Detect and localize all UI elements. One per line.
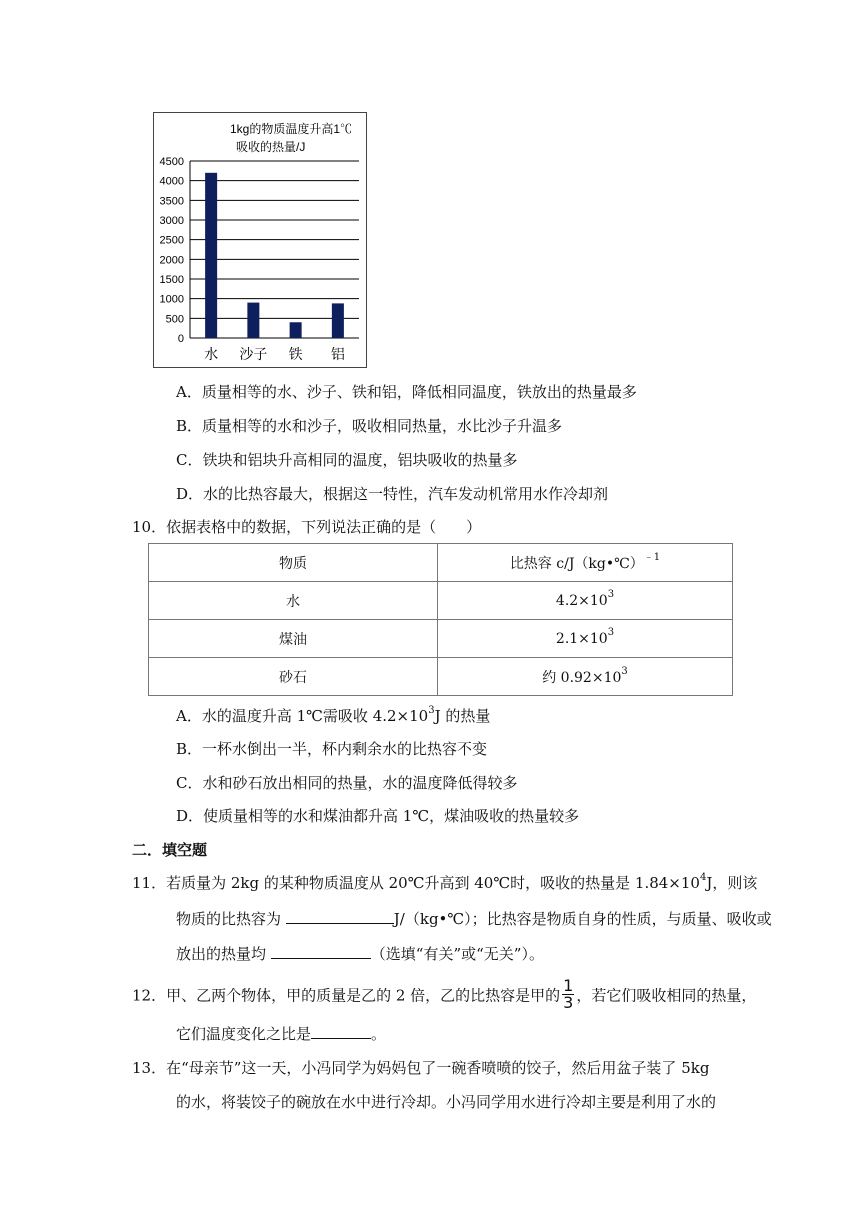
specific-heat-chart (153, 112, 367, 368)
specific-heat-table (148, 543, 733, 696)
table-cell-name: 砂石 (149, 658, 438, 696)
y-tick-label: 4500 (159, 156, 184, 168)
header-capacity-exp: ﹣1 (643, 551, 661, 563)
q10-stem: 10．依据表格中的数据，下列说法正确的是（ ） (132, 518, 482, 536)
answer-blank[interactable] (286, 908, 394, 924)
table-header-row (149, 544, 733, 582)
y-tick-label: 4000 (159, 175, 184, 188)
value-exp: 3 (607, 588, 615, 600)
q12-text-1: 12．甲、乙两个物体，甲的质量是乙的 2 倍，乙的比热容是甲的 (132, 986, 561, 1005)
q10-option-a (176, 706, 490, 726)
q10-option-a-text: A．水的温度升高 1℃需吸收 4.2×10 (176, 707, 429, 725)
q12-line-1 (132, 976, 757, 1013)
q9-option-d: D．水的比热容最大，根据这一特性，汽车发动机常用水作冷却剂 (176, 485, 609, 503)
chart-title: 1kg的物质温度升高1℃ (230, 122, 353, 136)
table-cell-value (438, 620, 733, 658)
table-cell-name: 水 (149, 582, 438, 620)
y-tick-label: 1500 (159, 274, 184, 286)
q12-line-2 (176, 1023, 386, 1044)
y-tick-label: 2500 (159, 234, 184, 247)
value-exp: 3 (621, 665, 628, 677)
table-header-capacity (438, 544, 733, 582)
q9-option-b: B．质量相等的水和沙子，吸收相同热量，水比沙子升温多 (176, 417, 563, 435)
q12-text-2b: 。 (371, 1025, 387, 1043)
y-tick-label: 3000 (159, 215, 184, 227)
chart-ylabel: 吸收的热量/J (236, 140, 306, 154)
fraction-denominator: 3 (563, 993, 574, 1012)
x-tick-label: 铁 (288, 347, 303, 363)
q11-text-3b: （选填“有关”或“无关”）。 (370, 945, 544, 963)
q11-text-3: 放出的热量均 (176, 945, 267, 963)
q10-option-a-tail: J 的热量 (434, 707, 491, 725)
value-text: 约 0.92×10 (542, 669, 622, 686)
header-capacity-text: 比热容 c/J（kg•℃） (509, 555, 644, 572)
value-text: 2.1×10 (555, 630, 608, 647)
q10-option-b: B．一杯水倒出一半，杯内剩余水的比热容不变 (176, 740, 488, 758)
q11-text-1b: J，则该 (706, 874, 758, 892)
bar-1 (247, 303, 259, 338)
y-tick-label: 3500 (159, 195, 184, 208)
q11-text-1: 11．若质量为 2kg 的某种物质温度从 20℃升高到 40℃时，吸收的热量是 1.84×10 (132, 874, 700, 892)
answer-blank[interactable] (271, 943, 371, 959)
answer-blank[interactable] (311, 1023, 371, 1039)
q10-option-a-exp: 3 (428, 705, 435, 716)
y-tick-label: 0 (177, 333, 184, 345)
y-tick-label: 500 (165, 313, 184, 326)
y-tick-label: 1000 (159, 293, 184, 306)
q11-exp: 4 (699, 872, 707, 883)
q12-text-2: 它们温度变化之比是 (176, 1025, 312, 1043)
q9-option-c: C．铁块和铝块升高相同的温度，铝块吸收的热量多 (176, 451, 518, 469)
q11-line-1 (132, 873, 757, 893)
table-row (149, 582, 733, 620)
q10-option-d: D．使质量相等的水和煤油都升高 1℃，煤油吸收的热量较多 (176, 807, 580, 825)
fraction-one-third (562, 978, 574, 1011)
bar-chart-svg (154, 113, 368, 369)
x-tick-label: 水 (204, 347, 219, 363)
table-cell-value (438, 658, 733, 696)
table-header-substance: 物质 (149, 544, 438, 582)
value-exp: 3 (607, 626, 615, 638)
bar-3 (332, 303, 344, 338)
q11-text-2: 物质的比热容为 (176, 910, 282, 928)
q11-line-3 (176, 943, 544, 964)
q11-text-2b: J/（kg•℃）；比热容是物质自身的性质，与质量、吸收或 (393, 910, 772, 928)
bar-2 (290, 322, 302, 338)
q9-option-a: A．质量相等的水、沙子、铁和铝，降低相同温度，铁放出的热量最多 (176, 383, 637, 401)
y-tick-label: 2000 (159, 254, 184, 267)
table-cell-name: 煤油 (149, 620, 438, 658)
table-row (149, 658, 733, 696)
q11-line-2 (176, 908, 772, 929)
q13-line-1: 13．在“母亲节”这一天，小冯同学为妈妈包了一碗香喷喷的饺子，然后用盆子装了 5kg (132, 1059, 710, 1077)
value-text: 4.2×10 (555, 592, 608, 609)
x-tick-label: 铝 (330, 347, 345, 363)
table-cell-value (438, 582, 733, 620)
section-title: 二．填空题 (132, 841, 208, 859)
bar-0 (205, 173, 217, 338)
q12-text-1b: ，若它们吸收相同的热量， (576, 986, 757, 1005)
fraction-numerator: 1 (563, 976, 574, 995)
x-tick-label: 沙子 (239, 347, 268, 363)
q10-option-c: C．水和砂石放出相同的热量，水的温度降低得较多 (176, 774, 518, 792)
q13-line-2: 的水，将装饺子的碗放在水中进行冷却。小冯同学用水进行冷却主要是利用了水的 (176, 1093, 717, 1111)
table-row (149, 620, 733, 658)
